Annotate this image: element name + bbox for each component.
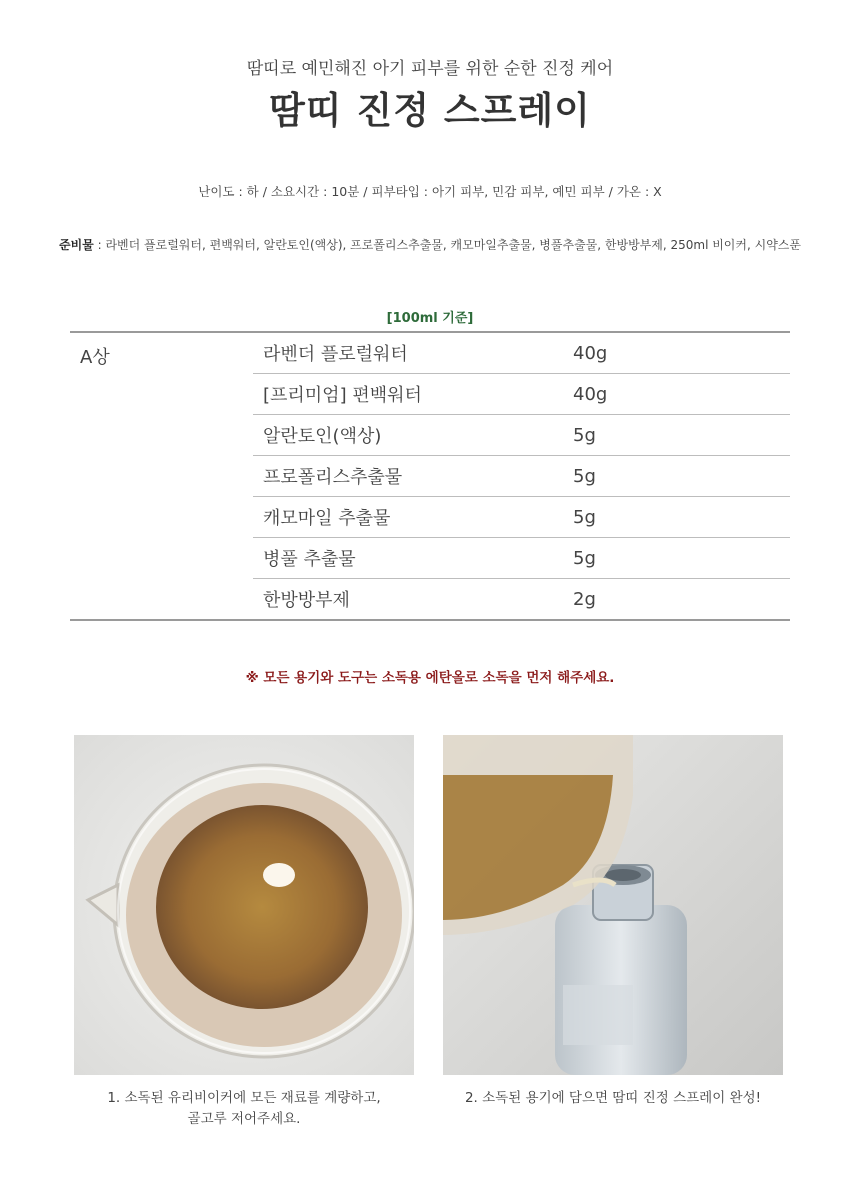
- ingredient-name: 병풀 추출물: [263, 549, 356, 570]
- ingredient-amount: 40g: [573, 383, 608, 405]
- table-row: [70, 332, 790, 374]
- beaker-photo: [74, 735, 414, 1075]
- ingredient-amount: 5g: [573, 424, 596, 446]
- page-subtitle: 땀띠로 예민해진 아기 피부를 위한 순한 진정 케어: [246, 59, 614, 79]
- phase-label: A상: [70, 332, 253, 620]
- ingredient-name: 캐모마일 추출물: [263, 508, 391, 529]
- beaker-illustration: [74, 735, 414, 1075]
- ingredient-amount: 2g: [573, 588, 596, 610]
- ingredient-name: 한방방부제: [263, 590, 350, 611]
- pouring-photo: [443, 735, 783, 1075]
- supplies-text: : 라벤더 플로럴워터, 편백워터, 알란토인(액상), 프로폴리스추출물, 캐모마일추출물, 병풀추출물, 한방방부제, 250ml 비이커, 시약스푼: [93, 238, 801, 252]
- ingredient-name: 라벤더 플로럴워터: [263, 344, 408, 365]
- ingredient-amount: 5g: [573, 506, 596, 528]
- page-title: 땀띠 진정 스프레이: [269, 89, 591, 132]
- ingredient-amount: 40g: [573, 342, 608, 364]
- step-caption-line: 2. 소독된 용기에 담으면 땀띠 진정 스프레이 완성!: [464, 1090, 762, 1106]
- recipe-basis: [100ml 기준]: [386, 311, 474, 326]
- supplies-line: [0, 236, 860, 253]
- step-caption-line: 1. 소독된 유리비이커에 모든 재료를 계량하고,: [107, 1090, 381, 1106]
- recipe-table: [70, 331, 790, 621]
- ingredient-amount: 5g: [573, 465, 596, 487]
- ingredient-name: [프리미엄] 편백워터: [263, 385, 422, 406]
- sanitize-notice: ※ 모든 용기와 도구는 소독용 에탄올로 소독을 먼저 해주세요.: [245, 670, 615, 686]
- pouring-illustration: [443, 735, 783, 1075]
- recipe-meta: 난이도 : 하 / 소요시간 : 10분 / 피부타입 : 아기 피부, 민감 피부, 예민 피부 / 가온 : X: [198, 184, 662, 199]
- ingredient-name: 알란토인(액상): [263, 426, 382, 447]
- step-caption-line: 골고루 저어주세요.: [187, 1111, 301, 1127]
- step-caption: [64, 1088, 424, 1130]
- ingredient-amount: 5g: [573, 547, 596, 569]
- supplies-label: 준비물: [58, 238, 94, 252]
- step-caption: [433, 1088, 793, 1109]
- ingredient-name: 프로폴리스추출물: [263, 467, 403, 488]
